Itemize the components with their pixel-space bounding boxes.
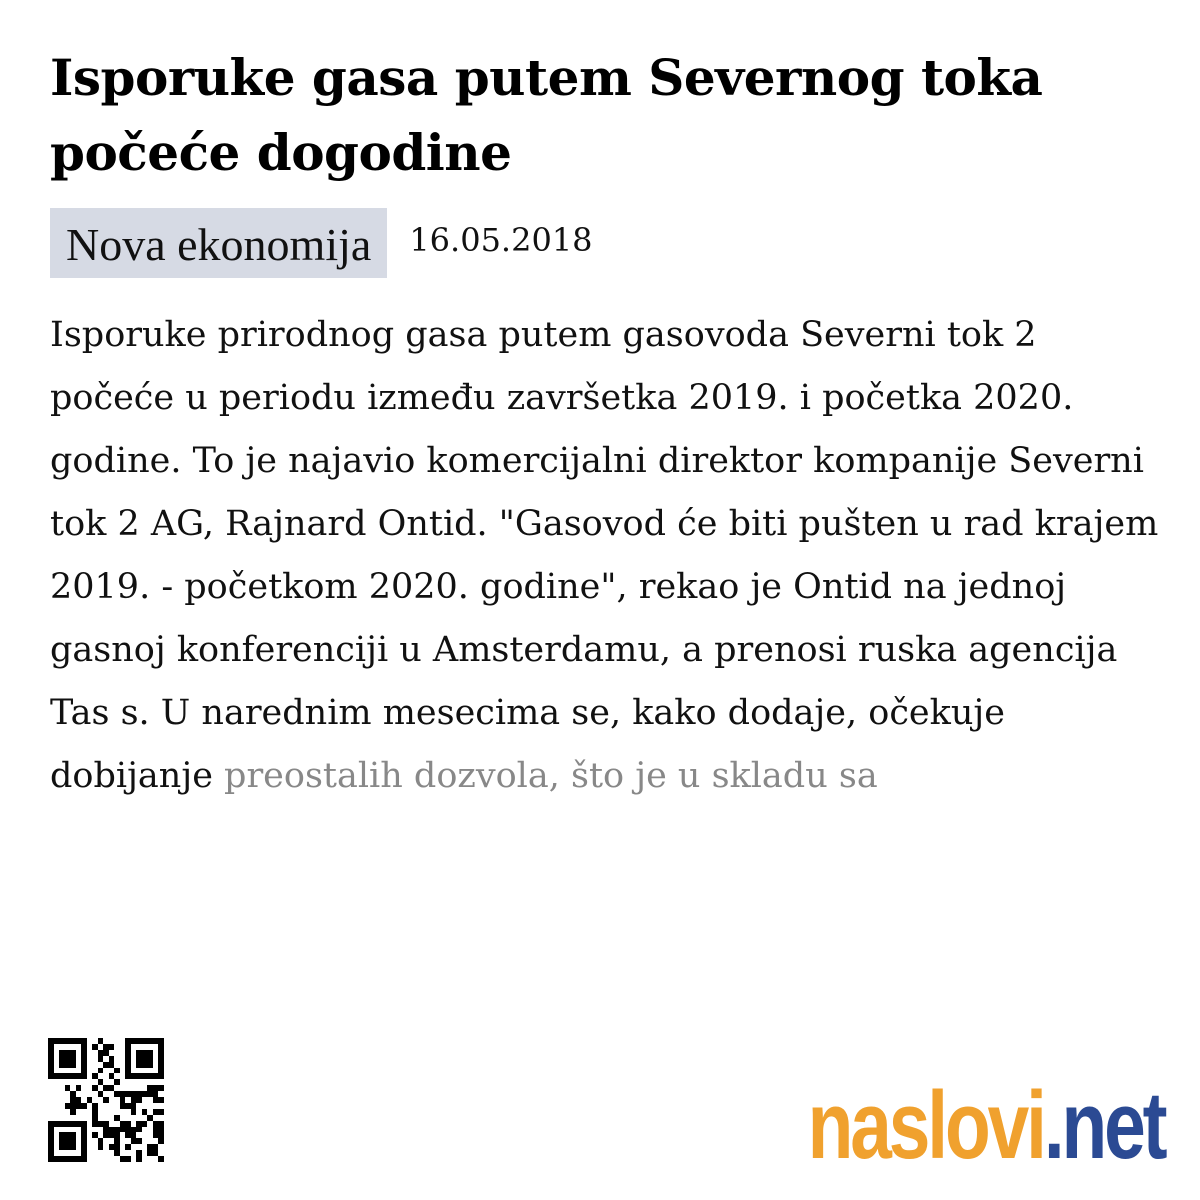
article-body: [50, 304, 1160, 808]
logo-part-net: .net: [1043, 1072, 1164, 1179]
publish-date: 16.05.2018: [409, 221, 593, 259]
qr-code-icon: [48, 1038, 164, 1162]
article-title: Isporuke gasa putem Severnog toka počeće dogodine: [50, 48, 1043, 182]
naslovi-logo[interactable]: [807, 1072, 1164, 1179]
article-meta: [50, 208, 1160, 278]
article-body-text: Isporuke prirodnog gasa putem gasovoda Severni tok 2 počeće u periodu između završetka 2019. i početka 2020. godine. To je najavio komercijalni direktor kompanije Severni tok 2 AG, Rajnard Ontid. "Gasovod će biti pušten u rad krajem 2019. - početkom 2020. godine", rekao je Ontid na jednoj gasnoj konferenciji u Amsterdamu, a prenosi ruska agencija Tas s. U narednim mesecima se, kako dodaje, očekuje dobijanje: [50, 315, 1159, 796]
article: [50, 40, 1160, 808]
article-body-faded: preostalih dozvola, što je u skladu sa: [224, 756, 878, 796]
logo-part-naslovi: naslovi: [807, 1072, 1044, 1179]
source-badge[interactable]: Nova ekonomija: [50, 208, 387, 278]
